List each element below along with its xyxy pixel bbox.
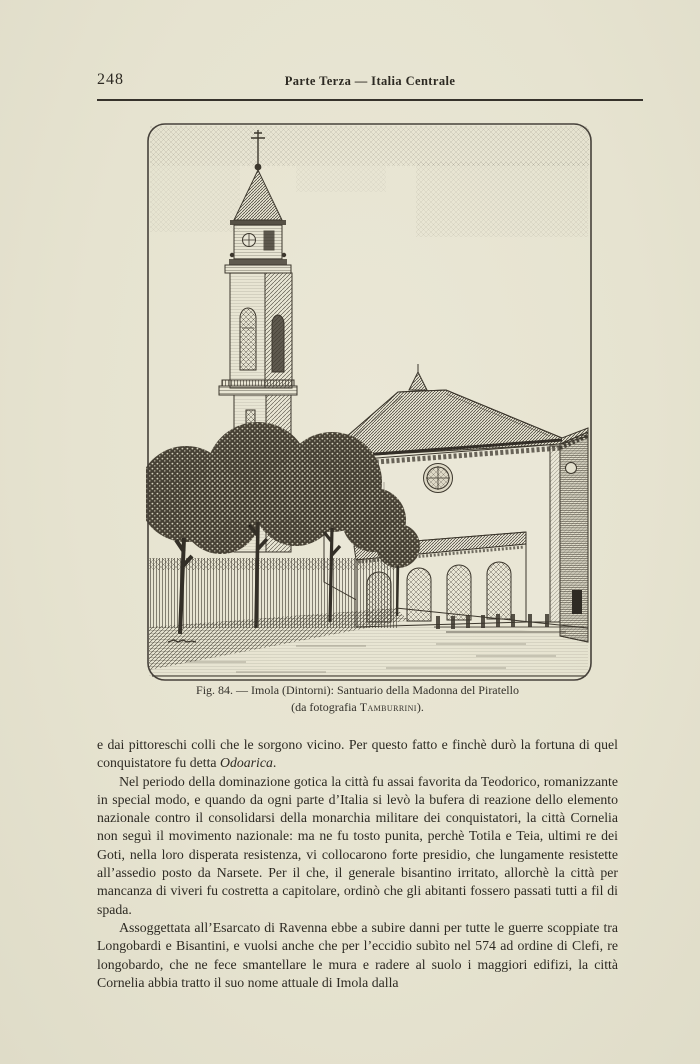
- paragraph: Nel periodo della dominazione gotica la città fu assai favorita da Teodorico, romanizzante in special modo, e quando da ogni parte d’Italia si levò la bufera di reazione dello elemento nazionale contro il consolidarsi della monarchia militare dei conquistatori, la città Cornelia non seguì il movimento nazionale: ma ne fu tosto punita, perchè Totila e Teia, ultimi re dei Goti, nella loro disperata resistenza, vi collocarono forte presidio, che lungamente resistette all’assedio posto da Narsete. Per il che, il generale bisantino irritato, allorchè la città per mancanza di viveri fu costretta a capitolare, ordinò che gli abitanti fossero passati tutti a fil di spada.: [97, 773, 618, 917]
- figure-caption-line2: [97, 699, 618, 716]
- header-rule: [97, 99, 643, 101]
- paragraph: Assoggettata all’Esarcato di Ravenna ebbe a subire danni per tutte le guerre scoppiate tra Longobardi e Bisantini, e vuolsi anche che per l’eccidio subìto nel 574 ad ordine di Clefi, re longobardo, che ne fece smantellare le mura e radere al suolo i maggiori edifizi, la città Cornelia abbia tratto il suo nome attuale di Imola dalla: [97, 919, 618, 990]
- credit-suffix: ).: [416, 700, 424, 714]
- figure-title: — Imola (Dintorni): Santuario della Madonna del Piratello: [233, 683, 519, 697]
- credit-prefix: (da fotografia: [291, 700, 360, 714]
- running-header: Parte Terza — Italia Centrale: [284, 74, 456, 88]
- figure-label: Fig. 84.: [196, 683, 234, 697]
- page-number: 248: [97, 71, 124, 88]
- figure-caption-line1: [97, 682, 618, 699]
- body-text: [97, 736, 618, 992]
- engraving-svg: [146, 122, 593, 682]
- sky-hatch: [150, 126, 589, 237]
- figure-engraving: [146, 122, 593, 682]
- paragraph: e dai pittoreschi colli che le sorgono vicino. Per questo fatto e finchè durò la fortuna di quel conquistatore fu detta Odoarica.: [97, 737, 618, 771]
- credit-photographer: Tamburrini: [359, 700, 417, 714]
